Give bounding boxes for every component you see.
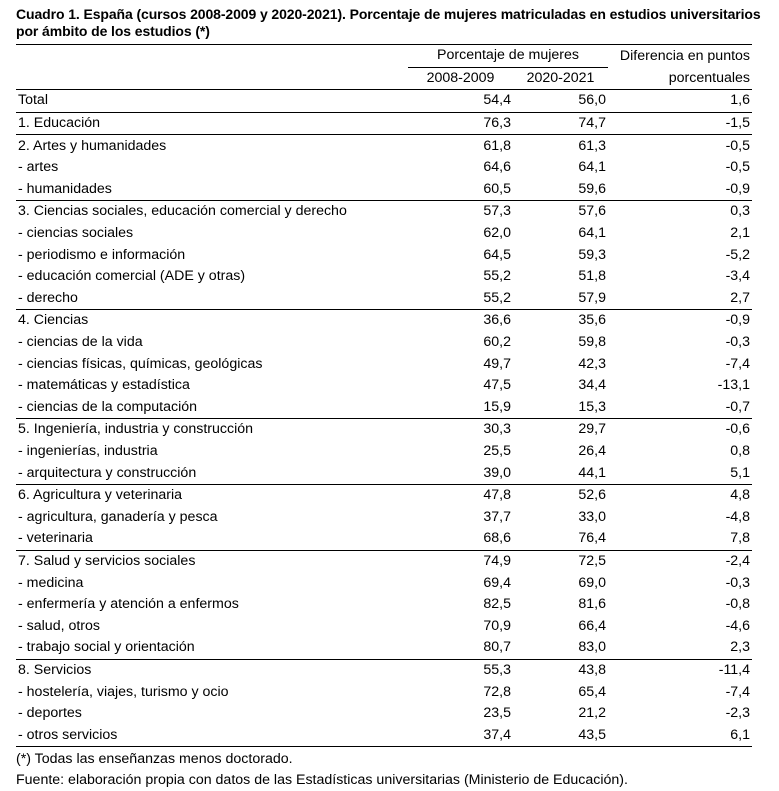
value-2020-2021: 34,4 xyxy=(578,377,607,394)
value-2008-2009: 30,3 xyxy=(408,419,513,441)
value-2008-2009: 37,7 xyxy=(483,508,511,525)
value-2008-2009: 72,8 xyxy=(483,683,511,700)
value-2020-2021: 61,3 xyxy=(513,135,608,157)
value-2008-2009: 62,0 xyxy=(483,225,511,242)
value-2020-2021: 64,1 xyxy=(578,159,607,176)
value-difference: 4,8 xyxy=(608,484,752,506)
source-note: Fuente: elaboración propia con datos de las Estadísticas universitarias (Ministerio de Educación). xyxy=(16,772,628,788)
value-2008-2009: 47,8 xyxy=(408,484,513,506)
value-2020-2021: 64,1 xyxy=(578,225,607,242)
data-table xyxy=(16,44,752,747)
row-label: - enfermería y atención a enfermos xyxy=(18,596,239,613)
table-row xyxy=(16,179,752,201)
header-empty-cell xyxy=(16,45,408,68)
row-label: 4. Ciencias xyxy=(16,310,408,332)
row-label: - hostelería, viajes, turismo y ocio xyxy=(18,683,229,700)
table-row xyxy=(16,90,752,113)
row-label: 1. Educación xyxy=(16,112,408,135)
value-2020-2021: 52,6 xyxy=(513,484,608,506)
value-difference: -0,7 xyxy=(725,398,751,415)
row-label: Total xyxy=(16,90,408,113)
value-2020-2021: 56,0 xyxy=(513,90,608,113)
value-2008-2009: 60,5 xyxy=(483,180,511,197)
value-2008-2009: 82,5 xyxy=(483,596,511,613)
value-2008-2009: 60,2 xyxy=(483,334,511,351)
value-difference: 6,1 xyxy=(608,724,752,746)
value-difference: -0,3 xyxy=(725,334,751,351)
table-row xyxy=(16,310,752,332)
value-difference: 2,3 xyxy=(730,639,751,656)
value-difference: -4,8 xyxy=(725,508,751,525)
value-difference: -7,4 xyxy=(725,683,751,700)
row-label: - ciencias sociales xyxy=(18,225,134,242)
table-row xyxy=(16,681,752,703)
value-2008-2009: 80,7 xyxy=(483,639,511,656)
value-2008-2009: 39,0 xyxy=(483,464,511,481)
table-row xyxy=(16,288,752,310)
header-row-1 xyxy=(16,45,752,68)
value-difference: -3,4 xyxy=(725,268,751,285)
value-difference: -1,5 xyxy=(608,112,752,135)
table-row xyxy=(16,397,752,419)
table-row xyxy=(16,550,752,572)
value-2008-2009: 68,6 xyxy=(483,530,511,547)
value-difference: -5,2 xyxy=(725,246,751,263)
table-row xyxy=(16,506,752,528)
value-2020-2021: 51,8 xyxy=(578,268,607,285)
value-difference: -2,4 xyxy=(608,550,752,572)
value-difference: -0,5 xyxy=(725,159,751,176)
table-row xyxy=(16,659,752,681)
header-row-2 xyxy=(16,67,752,90)
table-row xyxy=(16,615,752,637)
value-difference: -0,6 xyxy=(608,419,752,441)
table-row xyxy=(16,703,752,725)
table-row xyxy=(16,375,752,397)
value-difference: -13,1 xyxy=(717,377,751,394)
value-difference: -0,5 xyxy=(608,135,752,157)
value-difference: -2,3 xyxy=(725,705,751,722)
value-2008-2009: 36,6 xyxy=(408,310,513,332)
row-label: - arquitectura y construcción xyxy=(18,464,197,481)
table-row xyxy=(16,266,752,288)
header-empty-cell xyxy=(16,67,408,90)
value-2020-2021: 66,4 xyxy=(578,617,607,634)
value-2020-2021: 44,1 xyxy=(578,464,607,481)
table-row xyxy=(16,637,752,659)
value-2020-2021: 69,0 xyxy=(578,574,607,591)
row-label: 5. Ingeniería, industria y construcción xyxy=(16,419,408,441)
value-2008-2009: 70,9 xyxy=(483,617,511,634)
value-2008-2009: 74,9 xyxy=(408,550,513,572)
value-2008-2009: 69,4 xyxy=(483,574,511,591)
row-label: - ciencias de la vida xyxy=(18,334,143,351)
table-row xyxy=(16,112,752,135)
row-label: - trabajo social y orientación xyxy=(18,639,195,656)
row-label: - medicina xyxy=(18,574,84,591)
row-label: - ciencias físicas, químicas, geológicas xyxy=(18,355,263,372)
value-difference: 2,1 xyxy=(730,225,751,242)
value-2008-2009: 37,4 xyxy=(408,724,513,746)
value-2020-2021: 59,3 xyxy=(578,246,607,263)
row-label: - matemáticas y estadística xyxy=(18,377,190,394)
value-difference: 1,6 xyxy=(608,90,752,113)
row-label: - deportes xyxy=(18,705,82,722)
value-difference: -7,4 xyxy=(725,355,751,372)
header-year-2020: 2020-2021 xyxy=(513,67,608,90)
table-row xyxy=(16,441,752,463)
notes xyxy=(16,749,769,791)
value-2008-2009: 49,7 xyxy=(483,355,511,372)
table-row xyxy=(16,244,752,266)
value-difference: 0,8 xyxy=(730,442,751,459)
table-row xyxy=(16,484,752,506)
value-2008-2009: 55,2 xyxy=(483,268,511,285)
row-label: - agricultura, ganadería y pesca xyxy=(18,508,218,525)
header-group-percentage: Porcentaje de mujeres xyxy=(408,45,608,68)
value-2008-2009: 64,5 xyxy=(483,246,511,263)
value-difference: 7,8 xyxy=(730,530,751,547)
value-2020-2021: 65,4 xyxy=(578,683,607,700)
table-row xyxy=(16,528,752,550)
value-difference: 2,7 xyxy=(730,289,751,306)
value-2008-2009: 25,5 xyxy=(483,442,511,459)
row-label: - otros servicios xyxy=(16,724,408,746)
table-row xyxy=(16,462,752,484)
value-2008-2009: 55,3 xyxy=(408,659,513,681)
value-2008-2009: 15,9 xyxy=(483,398,511,415)
value-2020-2021: 72,5 xyxy=(513,550,608,572)
table-row xyxy=(16,724,752,746)
value-2008-2009: 23,5 xyxy=(483,705,511,722)
row-label: 7. Salud y servicios sociales xyxy=(16,550,408,572)
value-2008-2009: 47,5 xyxy=(483,377,511,394)
value-2020-2021: 76,4 xyxy=(578,530,607,547)
value-2020-2021: 15,3 xyxy=(578,398,607,415)
value-difference: -11,4 xyxy=(608,659,752,681)
value-2020-2021: 42,3 xyxy=(578,355,607,372)
table-row xyxy=(16,594,752,616)
table-row xyxy=(16,332,752,354)
row-label: 2. Artes y humanidades xyxy=(16,135,408,157)
value-2008-2009: 76,3 xyxy=(408,112,513,135)
value-difference: -0,8 xyxy=(725,596,751,613)
header-year-2008: 2008-2009 xyxy=(408,67,513,90)
table-row xyxy=(16,572,752,594)
row-label: 6. Agricultura y veterinaria xyxy=(16,484,408,506)
header-difference-line1: Diferencia en puntos xyxy=(608,45,752,68)
value-2008-2009: 64,6 xyxy=(483,159,511,176)
table-row xyxy=(16,157,752,179)
row-label: 8. Servicios xyxy=(16,659,408,681)
value-2020-2021: 43,8 xyxy=(513,659,608,681)
value-difference: -4,6 xyxy=(725,617,751,634)
value-2020-2021: 21,2 xyxy=(578,705,607,722)
row-label: - derecho xyxy=(18,289,78,306)
value-difference: -0,9 xyxy=(608,310,752,332)
value-2008-2009: 55,2 xyxy=(483,289,511,306)
value-2020-2021: 83,0 xyxy=(578,639,607,656)
table-row xyxy=(16,419,752,441)
value-2020-2021: 74,7 xyxy=(513,112,608,135)
value-2020-2021: 57,6 xyxy=(513,201,608,223)
row-label: - salud, otros xyxy=(18,617,101,634)
table-body xyxy=(16,90,752,747)
value-2020-2021: 57,9 xyxy=(578,289,607,306)
value-2020-2021: 35,6 xyxy=(513,310,608,332)
row-label: - veterinaria xyxy=(18,530,93,547)
table-title: Cuadro 1. España (cursos 2008-2009 y 2020-2021). Porcentaje de mujeres matriculadas en estudios universitarios por ámbito de los estudios (*) xyxy=(16,6,761,39)
row-label: - ciencias de la computación xyxy=(18,398,198,415)
value-2020-2021: 59,8 xyxy=(578,334,607,351)
value-2020-2021: 43,5 xyxy=(513,724,608,746)
value-2008-2009: 54,4 xyxy=(408,90,513,113)
row-label: - ingenierías, industria xyxy=(18,442,158,459)
row-label: 3. Ciencias sociales, educación comercial y derecho xyxy=(16,201,408,223)
table-row xyxy=(16,135,752,157)
value-difference: 5,1 xyxy=(730,464,751,481)
value-2020-2021: 29,7 xyxy=(513,419,608,441)
value-difference: -0,9 xyxy=(725,180,751,197)
row-label: - educación comercial (ADE y otras) xyxy=(18,268,246,285)
value-2020-2021: 33,0 xyxy=(578,508,607,525)
value-2020-2021: 81,6 xyxy=(578,596,607,613)
value-2020-2021: 26,4 xyxy=(578,442,607,459)
footnote: (*) Todas las enseñanzas menos doctorado. xyxy=(16,751,293,767)
table-row xyxy=(16,223,752,245)
header-difference-line2: porcentuales xyxy=(608,67,752,90)
table-row xyxy=(16,353,752,375)
value-difference: -0,3 xyxy=(725,574,751,591)
table-row xyxy=(16,201,752,223)
row-label: - periodismo e información xyxy=(18,246,186,263)
value-2008-2009: 61,8 xyxy=(408,135,513,157)
value-2020-2021: 59,6 xyxy=(578,180,607,197)
row-label: - humanidades xyxy=(18,180,112,197)
value-difference: 0,3 xyxy=(608,201,752,223)
value-2008-2009: 57,3 xyxy=(408,201,513,223)
row-label: - artes xyxy=(18,159,59,176)
